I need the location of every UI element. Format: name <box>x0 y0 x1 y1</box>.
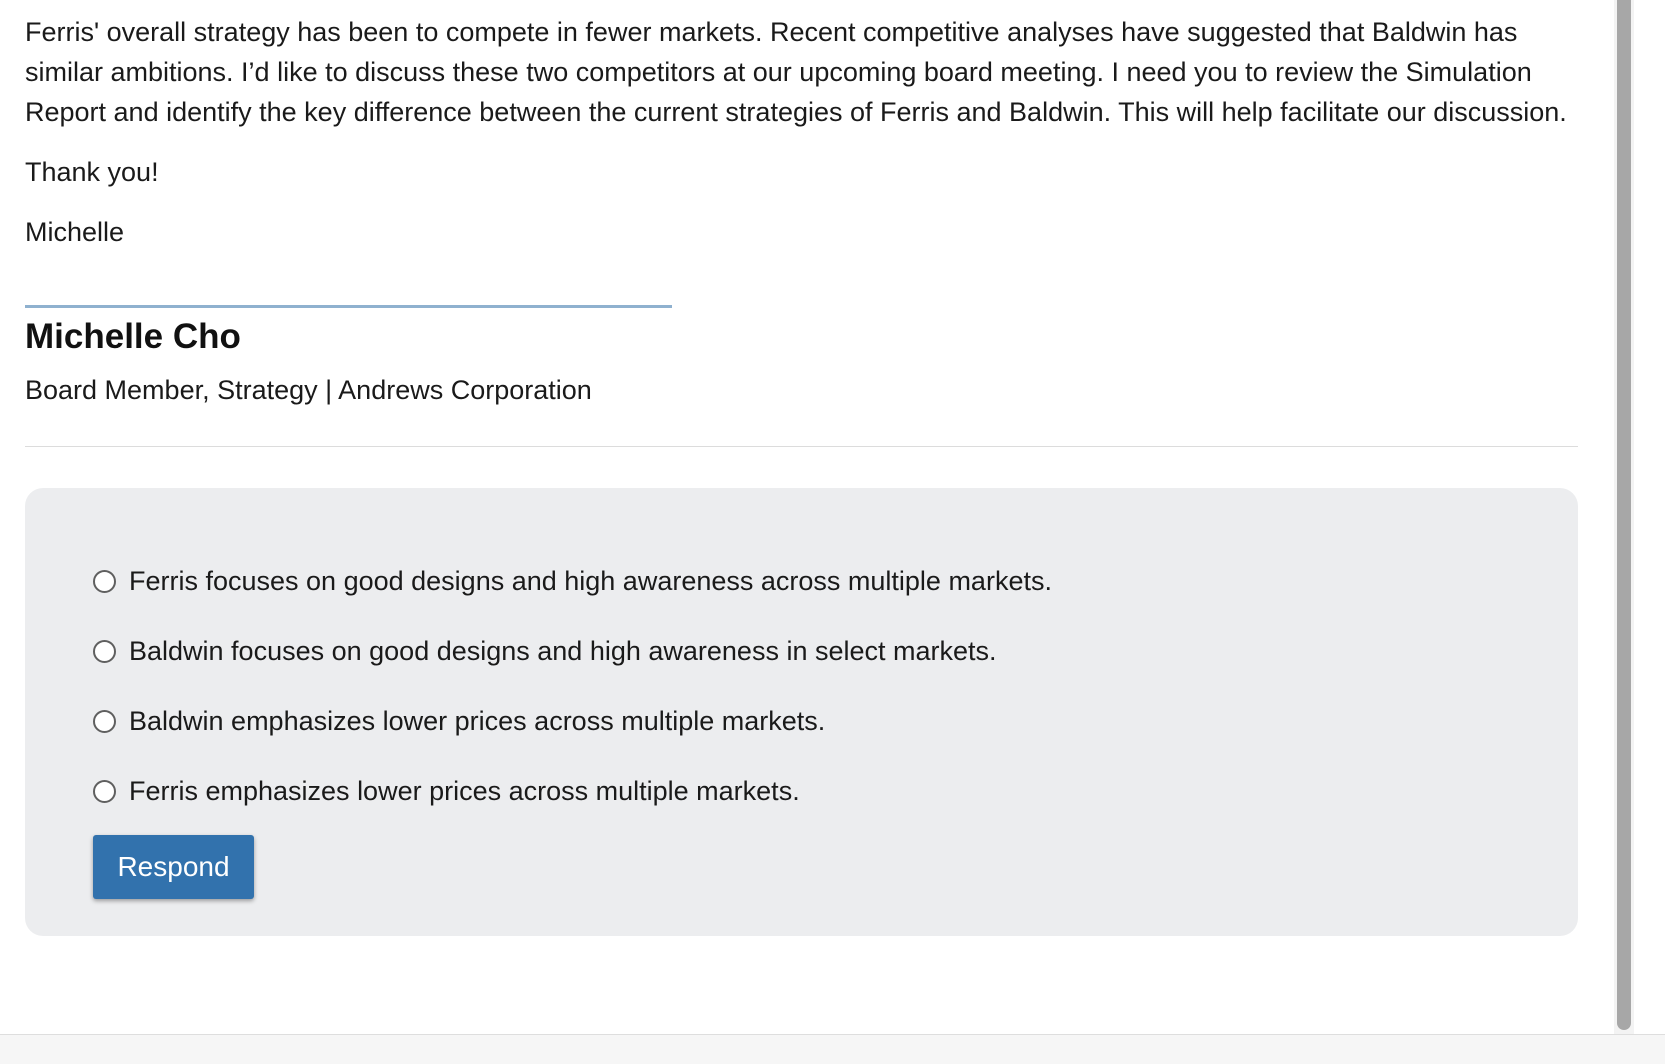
section-divider <box>25 446 1578 447</box>
email-body: Ferris' overall strategy has been to compete in fewer markets. Recent competitive analyses have suggested that Baldwin has similar ambitions. I’d like to discuss these two competitors at our upcoming board meeting. I need you to review the Simulation Report and identify the key difference between the current strategies of Ferris and Baldwin. This will help facilitate our discussion. <box>25 17 1567 127</box>
footer-bar <box>0 1034 1665 1064</box>
answer-option-label: Ferris focuses on good designs and high awareness across multiple markets. <box>129 566 1052 596</box>
respond-button[interactable]: Respond <box>93 835 254 899</box>
email-content <box>25 12 1578 936</box>
radio-button[interactable] <box>93 710 116 733</box>
signature-title: Board Member, Strategy | Andrews Corporation <box>25 375 592 405</box>
question-panel <box>25 488 1578 936</box>
answer-option-1[interactable] <box>93 546 1052 616</box>
radio-button[interactable] <box>93 780 116 803</box>
answer-options <box>93 546 1052 826</box>
signature-name: Michelle Cho <box>25 317 241 356</box>
radio-button[interactable] <box>93 640 116 663</box>
email-closing-name: Michelle <box>25 217 125 247</box>
answer-option-label: Ferris emphasizes lower prices across multiple markets. <box>129 776 800 806</box>
signature-divider <box>25 305 672 308</box>
vertical-scrollbar[interactable] <box>1614 0 1634 1034</box>
scrollbar-thumb[interactable] <box>1617 0 1631 1030</box>
answer-option-4[interactable] <box>93 756 1052 826</box>
answer-option-3[interactable] <box>93 686 1052 756</box>
answer-option-label: Baldwin emphasizes lower prices across multiple markets. <box>129 706 826 736</box>
email-thanks: Thank you! <box>25 157 159 187</box>
answer-option-2[interactable] <box>93 616 1052 686</box>
answer-option-label: Baldwin focuses on good designs and high awareness in select markets. <box>129 636 997 666</box>
radio-button[interactable] <box>93 570 116 593</box>
